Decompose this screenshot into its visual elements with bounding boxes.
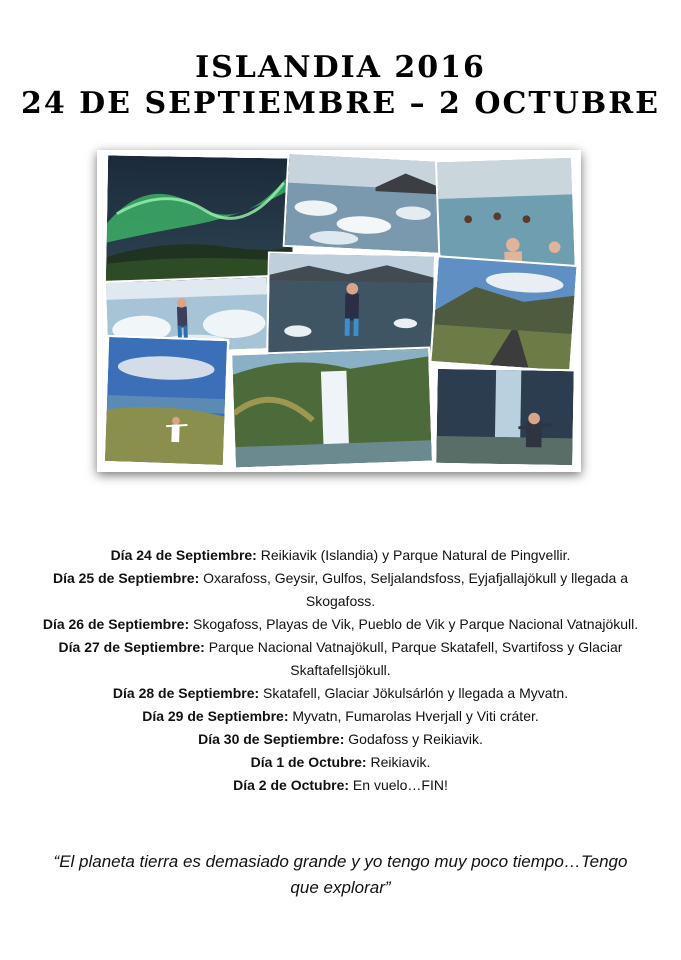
itinerary-day: Día 30 de Septiembre: bbox=[198, 731, 345, 747]
itinerary-row bbox=[30, 544, 651, 567]
waterfall-traveler-photo bbox=[434, 367, 576, 467]
mountain-road-photo bbox=[429, 255, 578, 373]
itinerary-day: Día 25 de Septiembre: bbox=[52, 570, 200, 586]
itinerary-day: Día 2 de Octubre: bbox=[233, 777, 350, 793]
itinerary-row bbox=[30, 705, 651, 728]
photo-collage bbox=[97, 150, 581, 472]
itinerary-text: Skatafell, Glaciar Jökulsárlón y llegada a Myvatn. bbox=[259, 685, 569, 701]
itinerary-text: Reikiavik. bbox=[366, 754, 431, 770]
itinerary-row bbox=[30, 774, 651, 797]
glacier-lagoon-photo bbox=[283, 152, 448, 255]
itinerary-row bbox=[30, 613, 651, 636]
itinerary bbox=[30, 544, 651, 797]
itinerary-day: Día 24 de Septiembre: bbox=[110, 547, 257, 563]
itinerary-text: Skogafoss, Playas de Vik, Pueblo de Vik y Parque Nacional Vatnajökull. bbox=[189, 616, 639, 632]
itinerary-text: Oxarafoss, Geysir, Gulfos, Seljalandsfoss, Eyjafjallajökull y llegada a Skogafoss. bbox=[199, 570, 629, 609]
itinerary-row bbox=[30, 567, 651, 613]
itinerary-day: Día 28 de Septiembre: bbox=[112, 685, 260, 701]
itinerary-text: En vuelo…FIN! bbox=[349, 777, 448, 793]
title-line-2: 24 DE SEPTIEMBRE – 2 OCTUBRE bbox=[20, 86, 661, 121]
itinerary-day: Día 27 de Septiembre: bbox=[58, 639, 205, 655]
itinerary-row bbox=[30, 636, 651, 682]
itinerary-day: Día 29 de Septiembre: bbox=[142, 708, 289, 724]
itinerary-text: Reikiavik (Islandia) y Parque Natural de Pingvellir. bbox=[256, 547, 571, 563]
itinerary-row bbox=[30, 751, 651, 774]
lake-traveler-photo bbox=[103, 335, 229, 467]
itinerary-day: Día 1 de Octubre: bbox=[250, 754, 367, 770]
skogafoss-photo bbox=[230, 347, 434, 470]
itinerary-text: Godafoss y Reikiavik. bbox=[344, 731, 483, 747]
jokulsarlon-traveler-photo bbox=[266, 252, 436, 363]
itinerary-text: Parque Nacional Vatnajökull, Parque Skatafell, Svartifoss y Glaciar Skaftafellsjökull. bbox=[204, 639, 623, 678]
itinerary-row bbox=[30, 682, 651, 705]
itinerary-text: Myvatn, Fumarolas Hverjall y Viti cráter. bbox=[288, 708, 539, 724]
closing-quote: “El planeta tierra es demasiado grande y yo tengo muy poco tiempo…Tengo que explorar” bbox=[53, 852, 628, 897]
title-line-1: ISLANDIA 2016 bbox=[195, 50, 486, 85]
itinerary-row bbox=[30, 728, 651, 751]
itinerary-day: Día 26 de Septiembre: bbox=[42, 616, 190, 632]
